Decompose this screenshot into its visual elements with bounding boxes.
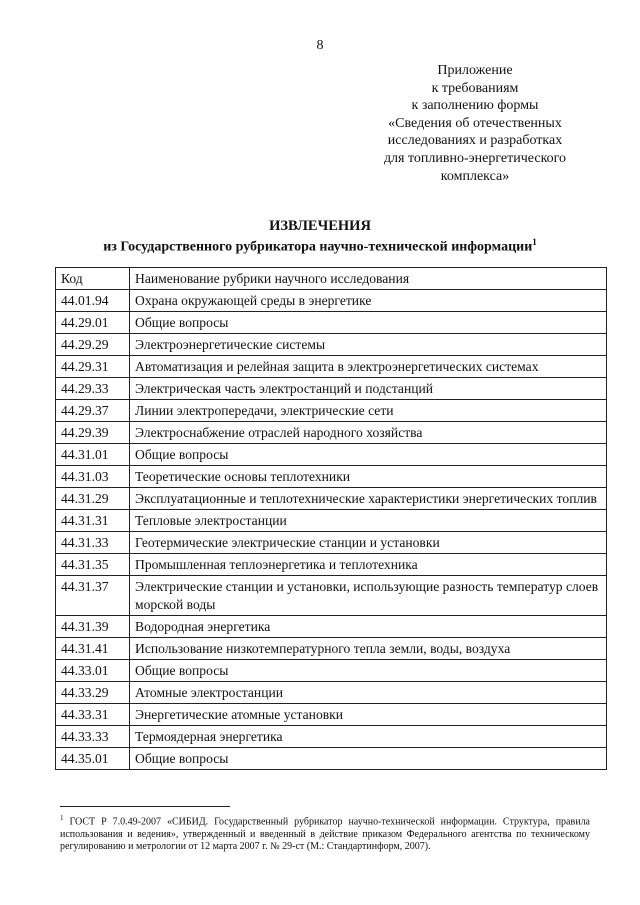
rubrics-table — [55, 267, 607, 770]
rubric-code: 44.29.37 — [56, 400, 130, 422]
table-row — [56, 312, 607, 334]
rubric-name: Энергетические атомные установки — [130, 704, 607, 726]
appendix-line: к заполнению формы — [411, 98, 539, 114]
rubric-name: Линии электропередачи, электрические сети — [130, 400, 607, 422]
table-row — [56, 466, 607, 488]
footnote-text: ГОСТ Р 7.0.49-2007 «СИБИД. Государственный рубрикатор научно-технической информации. Структура, правила использования и ведения», утвержденный и введенный в действие приказом Федерального агентства по техническому регулированию и метрологии от 12 марта 2007 г. № 29-ст (М.: Стандартинформ, 2007). — [60, 816, 590, 853]
column-header-code: Код — [56, 268, 130, 290]
appendix-note — [360, 62, 590, 185]
rubric-name: Электрическая часть электростанций и подстанций — [130, 378, 607, 400]
rubric-code: 44.33.01 — [56, 660, 130, 682]
rubric-name: Общие вопросы — [130, 660, 607, 682]
appendix-line: для топливно-энергетического — [383, 150, 567, 166]
rubric-name: Охрана окружающей среды в энергетике — [130, 290, 607, 312]
table-row — [56, 660, 607, 682]
rubric-name: Атомные электростанции — [130, 682, 607, 704]
rubric-code: 44.31.29 — [56, 488, 130, 510]
rubric-code: 44.31.01 — [56, 444, 130, 466]
appendix-line: Приложение — [437, 63, 513, 78]
rubric-code: 44.29.01 — [56, 312, 130, 334]
rubric-name: Тепловые электростанции — [130, 510, 607, 532]
table-row — [56, 356, 607, 378]
rubric-code: 44.29.29 — [56, 334, 130, 356]
subheading-text: из Государственного рубрикатора научно-технической информации — [103, 239, 533, 255]
table-row — [56, 334, 607, 356]
table-header-row — [56, 268, 607, 290]
rubric-name: Водородная энергетика — [130, 616, 607, 638]
table-row — [56, 748, 607, 770]
table-row — [56, 290, 607, 312]
table-row — [56, 400, 607, 422]
footnote — [60, 812, 590, 854]
rubric-name: Электрические станции и установки, использующие разность температур слоев морской воды — [130, 576, 607, 616]
column-header-name: Наименование рубрики научного исследования — [130, 268, 607, 290]
rubric-code: 44.29.39 — [56, 422, 130, 444]
rubric-name: Электроэнергетические системы — [130, 334, 607, 356]
rubric-name: Общие вопросы — [130, 312, 607, 334]
rubric-code: 44.01.94 — [56, 290, 130, 312]
table-row — [56, 704, 607, 726]
table-row — [56, 616, 607, 638]
rubric-code: 44.33.33 — [56, 726, 130, 748]
footnote-marker: 1 — [60, 814, 64, 822]
rubric-name: Термоядерная энергетика — [130, 726, 607, 748]
table-row — [56, 682, 607, 704]
rubric-name: Эксплуатационные и теплотехнические характеристики энергетических топлив — [130, 488, 607, 510]
footnote-divider — [60, 806, 230, 807]
table-row — [56, 510, 607, 532]
appendix-line: комплекса» — [440, 168, 510, 184]
rubric-name: Общие вопросы — [130, 444, 607, 466]
document-subheading — [0, 237, 640, 256]
rubric-code: 44.31.39 — [56, 616, 130, 638]
table-row — [56, 576, 607, 616]
rubric-code: 44.31.03 — [56, 466, 130, 488]
rubric-code: 44.31.35 — [56, 554, 130, 576]
rubric-code: 44.33.29 — [56, 682, 130, 704]
table-row — [56, 422, 607, 444]
table-row — [56, 638, 607, 660]
rubric-name: Промышленная теплоэнергетика и теплотехника — [130, 554, 607, 576]
appendix-line: исследованиях и разработках — [387, 133, 563, 149]
rubric-name: Теоретические основы теплотехники — [130, 466, 607, 488]
rubric-code: 44.33.31 — [56, 704, 130, 726]
table-row — [56, 554, 607, 576]
rubric-code: 44.31.31 — [56, 510, 130, 532]
appendix-line: к требованиям — [431, 80, 519, 96]
table-row — [56, 532, 607, 554]
rubric-name: Автоматизация и релейная защита в электроэнергетических системах — [130, 356, 607, 378]
table-row — [56, 726, 607, 748]
rubric-name: Общие вопросы — [130, 748, 607, 770]
table-row — [56, 444, 607, 466]
appendix-line: «Сведения об отечественных — [388, 115, 562, 131]
rubric-name: Геотермические электрические станции и установки — [130, 532, 607, 554]
rubric-code: 44.35.01 — [56, 748, 130, 770]
rubric-name: Электроснабжение отраслей народного хозяйства — [130, 422, 607, 444]
document-heading: ИЗВЛЕЧЕНИЯ — [269, 218, 371, 234]
table-row — [56, 378, 607, 400]
table-row — [56, 488, 607, 510]
rubric-code: 44.31.41 — [56, 638, 130, 660]
rubric-code: 44.31.33 — [56, 532, 130, 554]
rubric-name: Использование низкотемпературного тепла земли, воды, воздуха — [130, 638, 607, 660]
rubric-code: 44.31.37 — [56, 576, 130, 616]
footnote-reference: 1 — [532, 237, 537, 247]
rubric-code: 44.29.33 — [56, 378, 130, 400]
rubric-code: 44.29.31 — [56, 356, 130, 378]
page-number: 8 — [316, 38, 324, 53]
